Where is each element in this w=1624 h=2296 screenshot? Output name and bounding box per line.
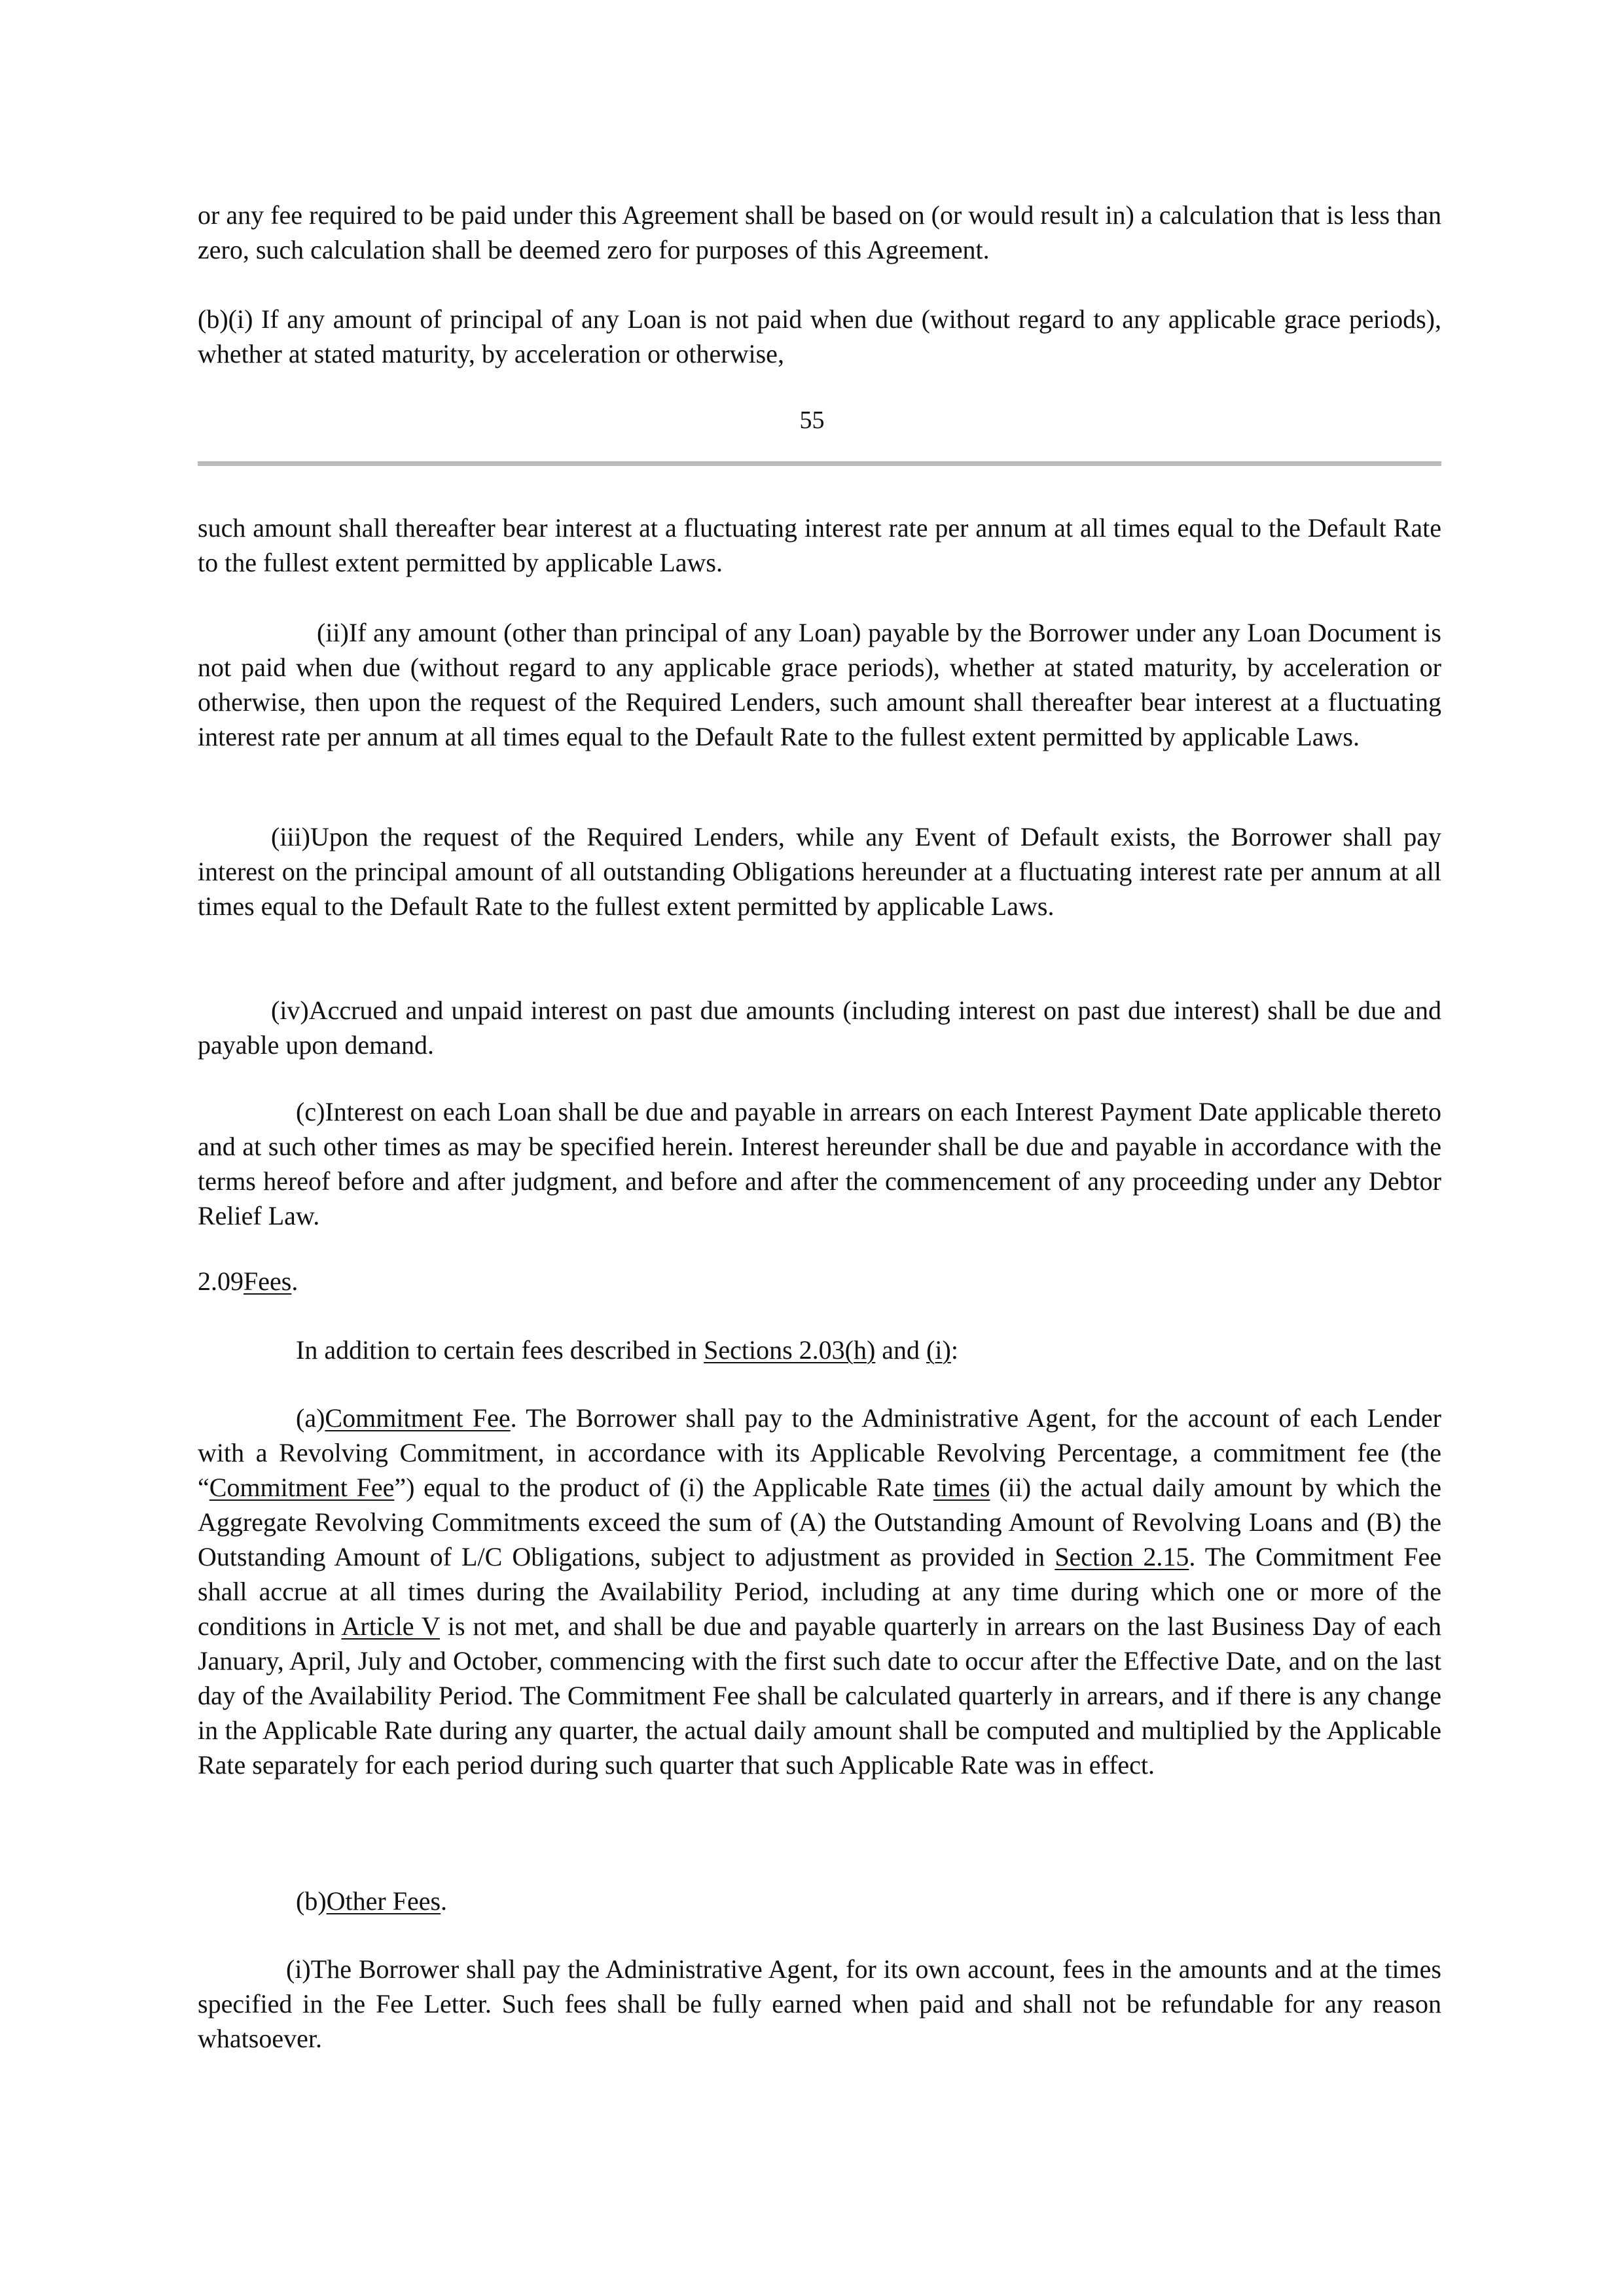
paragraph-b-iv: (iv)Accrued and unpaid interest on past due amounts (including interest on past due interest) shall be due and payable upon demand. [198,996,1441,1060]
section-number: 2.09 [198,1266,244,1296]
paragraph-b-iii: (iii)Upon the request of the Required Lenders, while any Event of Default exists, the Borrower shall pay interest on the principal amount of all outstanding Obligations hereunder at a fluctuating interest rate per annum at all times equal to the Default Rate to the fullest extent permitted by applicable Laws. [198,822,1441,921]
paragraph-b-i-start: (b)(i) If any amount of principal of any Loan is not paid when due (without regard to any applicable grace periods), whether at stated maturity, by acceleration or otherwise, [198,304,1441,368]
section-reference-2-03-h: Sections 2.03(h) [704,1335,876,1365]
section-reference-i: (i) [926,1335,951,1365]
section-title: Fees [244,1266,292,1296]
paragraph-carryover: or any fee required to be paid under this Agreement shall be based on (or would result in) a calculation that is less than zero, such calculation shall be deemed zero for purposes of this Agreement. [198,200,1441,264]
term-times: times [933,1473,990,1502]
section-heading-2-09: 2.09Fees. [198,1266,298,1296]
paragraph-fees-intro: In addition to certain fees described in Sections 2.03(h) and (i): [296,1335,958,1365]
paragraph-b-i-fee-letter: (i)The Borrower shall pay the Administrative Agent, for its own account, fees in the amounts and at the times specified in the Fee Letter. Such fees shall be fully earned when paid and shall not be refundable for any reason whatsoever. [198,1954,1441,2053]
page-break-divider [198,461,1441,466]
defined-term-commitment-fee: Commitment Fee [209,1473,395,1502]
section-reference-2-15: Section 2.15 [1055,1542,1189,1571]
paragraph-a-commitment-fee: (a)Commitment Fee. The Borrower shall pay to the Administrative Agent, for the account of each Lender with a Revolving Commitment, in accordance with its Applicable Revolving Percentage, a commitment fee (the “Commitment Fee”) equal to the product of (i) the Applicable Rate times (ii) the actual daily amount by which the Aggregate Revolving Commitments exceed the sum of (A) the Outstanding Amount of Revolving Loans and (B) the Outstanding Amount of L/C Obligations, subject to adjustment as provided in Section 2.15. The Commitment Fee shall accrue at all times during the Availability Period, including at any time during which one or more of the conditions in Article V is not met, and shall be due and payable quarterly in arrears on the last Business Day of each January, April, July and October, commencing with the first such date to occur after the Effective Date, and on the last day of the Availability Period. The Commitment Fee shall be calculated quarterly in arrears, and if there is any change in the Applicable Rate during any quarter, the actual daily amount shall be computed and multiplied by the Applicable Rate separately for each period during such quarter that such Applicable Rate was in effect. [198,1403,1441,1780]
paragraph-b-i-continued: such amount shall thereafter bear interest at a fluctuating interest rate per annum at all times equal to the Default Rate to the fullest extent permitted by applicable Laws. [198,513,1441,577]
paragraph-c: (c)Interest on each Loan shall be due and payable in arrears on each Interest Payment Date applicable thereto and at such other times as may be specified herein. Interest hereunder shall be due and payable in accordance with the terms hereof before and after judgment, and before and after the commencement of any proceeding under any Debtor Relief Law. [198,1097,1441,1230]
article-reference-v: Article V [341,1611,440,1641]
paragraph-b-ii: (ii)If any amount (other than principal of any Loan) payable by the Borrower under any Loan Document is not paid when due (without regard to any applicable grace periods), whether at stated maturity, by acceleration or otherwise, then upon the request of the Required Lenders, such amount shall thereafter bear interest at a fluctuating interest rate per annum at all times equal to the Default Rate to the fullest extent permitted by applicable Laws. [198,618,1441,751]
commitment-fee-heading: Commitment Fee [325,1403,511,1433]
page-number: 55 [799,406,825,434]
paragraph-b-other-fees: (b)Other Fees. [296,1886,448,1916]
other-fees-heading: Other Fees [326,1886,441,1916]
